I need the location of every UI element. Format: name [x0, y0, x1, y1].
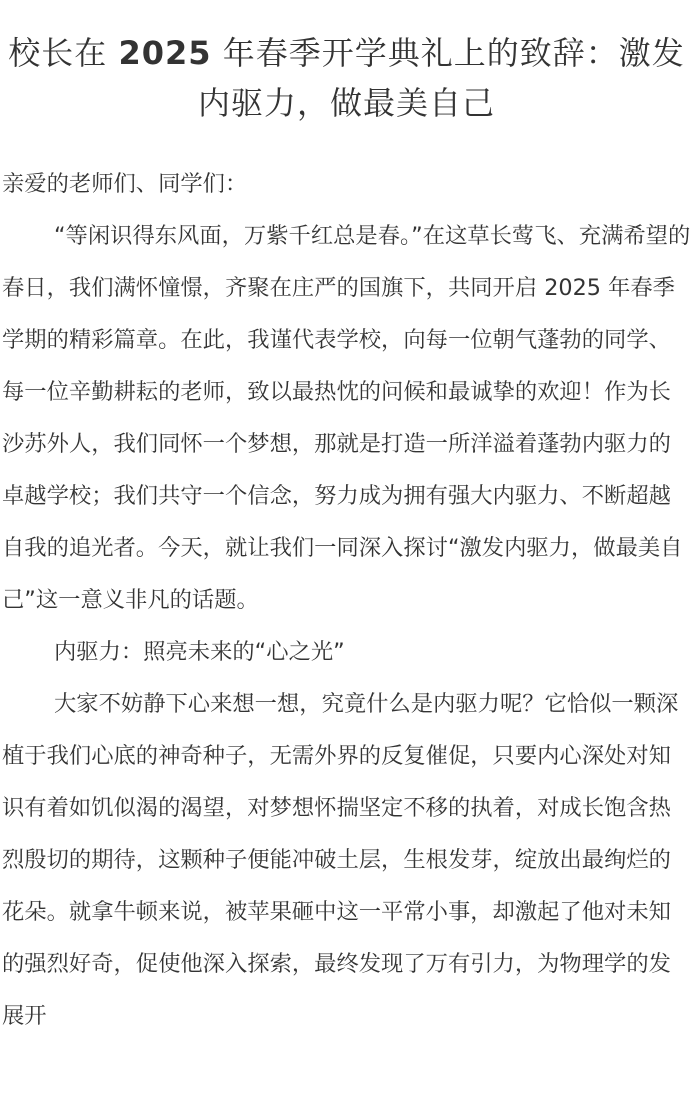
salutation: 亲爱的老师们、同学们：: [2, 171, 248, 197]
paragraph-inner-drive: 大家不妨静下心来想一想，究竟什么是内驱力呢？它恰似一颗深植于我们心底的神奇种子，无需外界的反复催促，只要内心深处对知识有着如饥似渴的渴望，对梦想怀揣坚定不移的执着，对成长饱含热烈殷切的期待，这颗种子便能冲破土层，生根发芽，绽放出最绚烂的花朵。就拿牛顿来说，被苹果砸中这一平常小事，却激起了他对未知的强烈好奇，促使他深入探索，最终发现了万有引力，为物理学的发展开: [2, 691, 679, 1029]
section-heading: 内驱力：照亮未来的“心之光”: [54, 639, 345, 665]
paragraph-opening: “等闲识得东风面，万紫千红总是春。”在这草长莺飞、充满希望的春日，我们满怀憧憬，齐聚在庄严的国旗下，共同开启 2025 年春季学期的精彩篇章。在此，我谨代表学校，向每一位朝气蓬勃的同学、每一位辛勤耕耘的老师，致以最热忱的问候和最诚挚的欢迎！作为长沙苏外人，我们同怀一个梦想，那就是打造一所洋溢着蓬勃内驱力的卓越学校；我们共守一个信念，努力成为拥有强大内驱力、不断超越自我的追光者。今天，就让我们一同深入探讨“激发内驱力，做最美自己”这一意义非凡的话题。: [2, 223, 691, 613]
title-part-1: 校长在: [8, 34, 119, 72]
article-title: [0, 0, 693, 128]
article-body: [2, 158, 693, 1042]
title-part-2: 年春季开学典礼上的致辞：激发内驱力，做最美自己: [197, 34, 685, 122]
title-year: 2025: [118, 34, 212, 72]
